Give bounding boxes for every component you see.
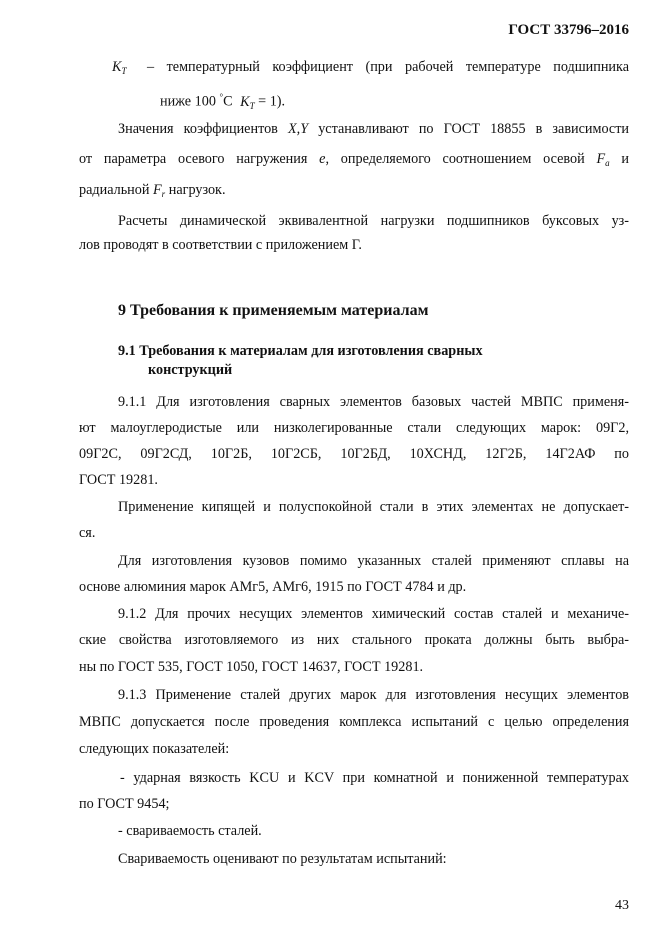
page-number: 43 [615, 898, 629, 913]
paragraph-rimmed-steel-line-2: ся. [79, 525, 96, 541]
paragraph-9-1-1-line-1: 9.1.1 Для изготовления сварных элементов базовых частей МВПС применя- [118, 394, 629, 410]
paragraph-9-1-1-line-4: ГОСТ 19281. [79, 472, 158, 488]
kt-definition-line-1: $K_T$ – температурный коэффициент (при рабочей температуре подшипника [112, 59, 630, 76]
paragraph-dynamic-load-line-2: лов проводят в соответствии с приложением Г. [79, 237, 362, 253]
section-9-title: 9 Требования к применяемым материалам [118, 302, 429, 319]
list-item-impact-strength-line-1: - ударная вязкость KCU и KCV при комнатной и пониженной температурах [120, 770, 629, 786]
paragraph-weldability-evaluation: Свариваемость оценивают по результатам испытаний: [118, 851, 447, 867]
paragraph-9-1-1-line-2: ют малоуглеродистые или низколегированные стали следующих марок: 09Г2, [79, 420, 629, 436]
paragraph-9-1-3-line-3: следующих показателей: [79, 741, 230, 757]
paragraph-coefficients-line-2: от параметра осевого нагружения e, определяемого соотношением осевой $F_a$ и [79, 151, 630, 168]
paragraph-9-1-2-line-1: 9.1.2 Для прочих несущих элементов химический состав сталей и механиче- [118, 606, 629, 622]
paragraph-coefficients-line-1: Значения коэффициентов X,Y устанавливают по ГОСТ 18855 в зависимости [118, 121, 630, 137]
kt-definition-line-2: ниже 100 °С $K_T = 1$). [160, 92, 286, 111]
section-9-1-title-line-2: конструкций [148, 362, 233, 378]
paragraph-car-bodies-line-2: основе алюминия марок АМг5, АМг6, 1915 по ГОСТ 4784 и др. [79, 579, 467, 595]
document-header: ГОСТ 33796–2016 [508, 22, 629, 38]
paragraph-dynamic-load-line-1: Расчеты динамической эквивалентной нагрузки подшипников буксовых уз- [118, 213, 629, 229]
paragraph-9-1-3-line-2: МВПС допускается после проведения комплекса испытаний с целью определения [79, 714, 629, 730]
paragraph-9-1-2-line-2: ские свойства изготовляемого из них стального проката должны быть выбра- [79, 632, 629, 648]
list-item-weldability: - свариваемость сталей. [118, 823, 262, 839]
paragraph-9-1-2-line-3: ны по ГОСТ 535, ГОСТ 1050, ГОСТ 14637, ГОСТ 19281. [79, 659, 424, 675]
paragraph-9-1-1-line-3: 09Г2С, 09Г2СД, 10Г2Б, 10Г2СБ, 10Г2БД, 10ХСНД, 12Г2Б, 14Г2АФ по [79, 446, 629, 462]
paragraph-rimmed-steel-line-1: Применение кипящей и полуспокойной стали в этих элементах не допускает- [118, 499, 629, 515]
list-item-impact-strength-line-2: по ГОСТ 9454; [79, 796, 170, 812]
kt-symbol: $K_T$ [112, 59, 127, 76]
paragraph-9-1-3-line-1: 9.1.3 Применение сталей других марок для изготовления несущих элементов [118, 687, 629, 703]
section-9-1-title-line-1: 9.1 Требования к материалам для изготовления сварных [118, 343, 483, 359]
paragraph-coefficients-line-3: радиальной $F_r$ нагрузок. [79, 182, 226, 199]
paragraph-car-bodies-line-1: Для изготовления кузовов помимо указанных сталей применяют сплавы на [118, 553, 629, 569]
